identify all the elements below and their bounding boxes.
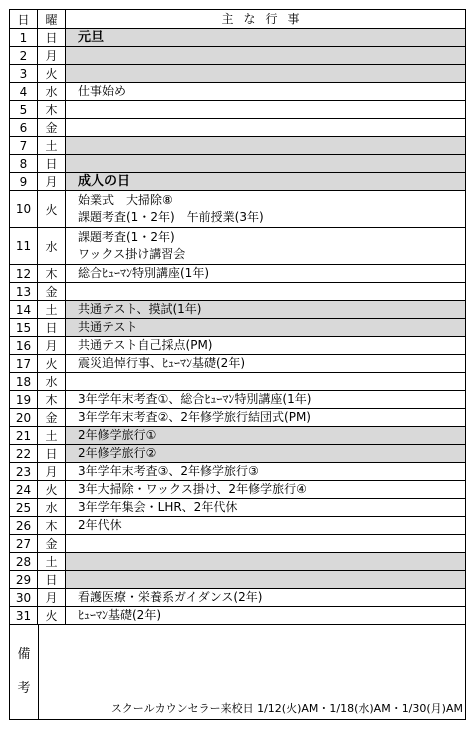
event-line: 2年修学旅行② xyxy=(78,446,157,460)
event-line: 共通テスト自己採点(PM) xyxy=(78,338,213,352)
day-cell: 4 xyxy=(10,83,38,100)
event-line: 総合ﾋｭｰﾏﾝ特別講座(1年) xyxy=(78,266,209,280)
table-row xyxy=(9,29,466,47)
weekday-cell: 月 xyxy=(38,463,66,480)
day-cell: 23 xyxy=(10,463,38,480)
event-cell xyxy=(66,499,465,516)
remarks-body xyxy=(39,625,465,719)
event-cell xyxy=(66,607,465,624)
table-row xyxy=(9,589,466,607)
day-cell: 18 xyxy=(10,373,38,390)
day-cell: 3 xyxy=(10,65,38,82)
header-event: 主な行事 xyxy=(221,11,310,26)
weekday-cell: 水 xyxy=(38,228,66,264)
day-cell: 28 xyxy=(10,553,38,570)
remarks-label-char-1: 備 xyxy=(17,647,31,662)
table-row xyxy=(9,373,466,391)
table-row xyxy=(9,83,466,101)
event-line: 元旦 xyxy=(78,30,105,45)
table-row xyxy=(9,228,466,265)
day-cell: 19 xyxy=(10,391,38,408)
day-cell: 14 xyxy=(10,301,38,318)
weekday-cell: 日 xyxy=(38,319,66,336)
table-row xyxy=(9,553,466,571)
event-line: 始業式 大掃除⑧ xyxy=(78,193,173,207)
table-row xyxy=(9,301,466,319)
event-cell xyxy=(66,589,465,606)
table-row xyxy=(9,391,466,409)
table-row xyxy=(9,571,466,589)
event-line: 3年学年末考査③、2年修学旅行③ xyxy=(78,464,259,478)
weekday-cell: 月 xyxy=(38,337,66,354)
day-cell: 26 xyxy=(10,517,38,534)
table-row xyxy=(9,265,466,283)
day-cell: 31 xyxy=(10,607,38,624)
table-row xyxy=(9,155,466,173)
day-cell: 10 xyxy=(10,191,38,227)
day-cell: 29 xyxy=(10,571,38,588)
weekday-cell: 土 xyxy=(38,553,66,570)
day-cell: 6 xyxy=(10,119,38,136)
weekday-cell: 水 xyxy=(38,373,66,390)
event-cell xyxy=(66,173,465,190)
table-row xyxy=(9,409,466,427)
weekday-cell: 火 xyxy=(38,607,66,624)
event-cell xyxy=(66,65,465,82)
weekday-cell: 木 xyxy=(38,265,66,282)
table-row xyxy=(9,65,466,83)
table-row xyxy=(9,47,466,65)
event-line: ﾋｭｰﾏﾝ基礎(2年) xyxy=(78,608,161,622)
weekday-cell: 火 xyxy=(38,355,66,372)
weekday-cell: 金 xyxy=(38,409,66,426)
weekday-cell: 木 xyxy=(38,391,66,408)
remarks-label xyxy=(10,625,39,719)
day-cell: 1 xyxy=(10,29,38,46)
day-cell: 7 xyxy=(10,137,38,154)
event-cell xyxy=(66,481,465,498)
weekday-cell: 土 xyxy=(38,427,66,444)
table-row xyxy=(9,517,466,535)
table-row xyxy=(9,445,466,463)
weekday-cell: 水 xyxy=(38,83,66,100)
event-cell xyxy=(66,373,465,390)
day-cell: 9 xyxy=(10,173,38,190)
day-cell: 12 xyxy=(10,265,38,282)
day-cell: 27 xyxy=(10,535,38,552)
weekday-cell: 日 xyxy=(38,155,66,172)
event-cell xyxy=(66,137,465,154)
weekday-cell: 金 xyxy=(38,119,66,136)
weekday-cell: 日 xyxy=(38,571,66,588)
day-cell: 17 xyxy=(10,355,38,372)
event-cell xyxy=(66,337,465,354)
event-cell xyxy=(66,517,465,534)
event-cell xyxy=(66,228,465,264)
day-cell: 8 xyxy=(10,155,38,172)
weekday-cell: 日 xyxy=(38,29,66,46)
event-cell xyxy=(66,83,465,100)
event-line: 3年学年集会・LHR、2年代休 xyxy=(78,500,238,514)
remarks-label-char-2: 考 xyxy=(17,681,31,696)
event-cell xyxy=(66,427,465,444)
table-row xyxy=(9,481,466,499)
weekday-cell: 火 xyxy=(38,191,66,227)
weekday-cell: 月 xyxy=(38,173,66,190)
table-row xyxy=(9,191,466,228)
day-cell: 15 xyxy=(10,319,38,336)
event-line: 仕事始め xyxy=(78,84,127,98)
remarks-section xyxy=(9,625,466,720)
event-cell xyxy=(66,101,465,118)
event-cell xyxy=(66,571,465,588)
table-row xyxy=(9,607,466,625)
table-row xyxy=(9,463,466,481)
table-row xyxy=(9,101,466,119)
weekday-cell: 金 xyxy=(38,283,66,300)
weekday-cell: 火 xyxy=(38,481,66,498)
event-cell xyxy=(66,463,465,480)
weekday-cell: 火 xyxy=(38,65,66,82)
day-cell: 5 xyxy=(10,101,38,118)
event-line: 震災追悼行事、ﾋｭｰﾏﾝ基礎(2年) xyxy=(78,356,245,370)
day-cell: 20 xyxy=(10,409,38,426)
event-cell xyxy=(66,355,465,372)
event-line: 課題考査(1・2年) 午前授業(3年) xyxy=(78,210,264,224)
weekday-cell: 日 xyxy=(38,445,66,462)
day-cell: 13 xyxy=(10,283,38,300)
event-line: 成人の日 xyxy=(78,174,131,189)
table-row xyxy=(9,355,466,373)
day-cell: 25 xyxy=(10,499,38,516)
table-row xyxy=(9,173,466,191)
event-line: 課題考査(1・2年) xyxy=(78,230,175,244)
weekday-cell: 土 xyxy=(38,137,66,154)
event-cell xyxy=(66,283,465,300)
day-cell: 21 xyxy=(10,427,38,444)
day-cell: 11 xyxy=(10,228,38,264)
event-cell xyxy=(66,301,465,318)
day-cell: 24 xyxy=(10,481,38,498)
event-line: 3年大掃除・ワックス掛け、2年修学旅行④ xyxy=(78,482,307,496)
day-cell: 16 xyxy=(10,337,38,354)
weekday-cell: 水 xyxy=(38,499,66,516)
table-row xyxy=(9,337,466,355)
event-cell xyxy=(66,319,465,336)
day-cell: 22 xyxy=(10,445,38,462)
weekday-cell: 月 xyxy=(38,47,66,64)
table-header xyxy=(9,9,466,29)
event-line: 3年学年末考査①、総合ﾋｭｰﾏﾝ特別講座(1年) xyxy=(78,392,312,406)
event-cell xyxy=(66,119,465,136)
event-cell xyxy=(66,409,465,426)
remarks-note: スクールカウンセラー来校日 1/12(火)AM・1/18(水)AM・1/30(月)AM xyxy=(110,702,463,715)
table-row xyxy=(9,535,466,553)
weekday-cell: 木 xyxy=(38,517,66,534)
table-row xyxy=(9,283,466,301)
event-line: 2年修学旅行① xyxy=(78,428,157,442)
table-row xyxy=(9,119,466,137)
weekday-cell: 金 xyxy=(38,535,66,552)
event-line: 共通テスト、摸試(1年) xyxy=(78,302,202,316)
table-row xyxy=(9,427,466,445)
event-cell xyxy=(66,265,465,282)
event-cell xyxy=(66,553,465,570)
event-cell xyxy=(66,535,465,552)
event-cell xyxy=(66,191,465,227)
event-cell xyxy=(66,445,465,462)
event-cell xyxy=(66,155,465,172)
event-cell xyxy=(66,29,465,46)
table-row xyxy=(9,499,466,517)
weekday-cell: 月 xyxy=(38,589,66,606)
table-row xyxy=(9,319,466,337)
header-weekday: 曜 xyxy=(38,10,66,28)
event-line: ワックス掛け講習会 xyxy=(78,247,186,261)
day-cell: 2 xyxy=(10,47,38,64)
event-line: 2年代休 xyxy=(78,518,122,532)
event-line: 看護医療・栄養系ガイダンス(2年) xyxy=(78,590,263,604)
header-day: 日 xyxy=(10,10,38,28)
table-body xyxy=(9,29,466,625)
schedule-table xyxy=(9,9,466,720)
event-cell xyxy=(66,47,465,64)
weekday-cell: 土 xyxy=(38,301,66,318)
event-line: 共通テスト xyxy=(78,320,138,334)
day-cell: 30 xyxy=(10,589,38,606)
event-line: 3年学年末考査②、2年修学旅行結団式(PM) xyxy=(78,410,311,424)
table-row xyxy=(9,137,466,155)
event-cell xyxy=(66,391,465,408)
weekday-cell: 木 xyxy=(38,101,66,118)
